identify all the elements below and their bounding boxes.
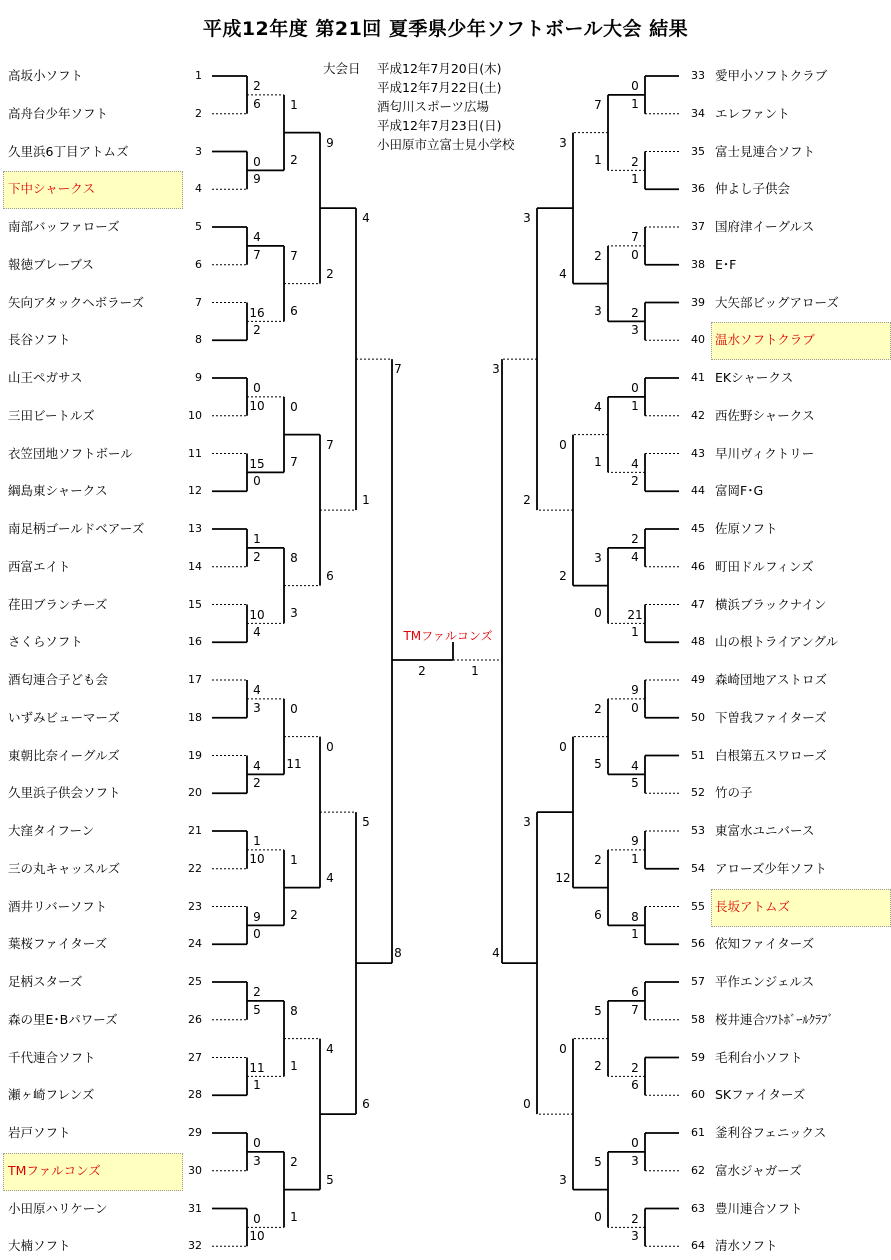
- team-number: 40: [691, 333, 705, 347]
- score: 9: [253, 909, 261, 924]
- score: 1: [594, 455, 602, 470]
- score: 3: [253, 700, 261, 715]
- score: 2: [253, 776, 261, 791]
- score: 0: [253, 927, 261, 942]
- score: 0: [594, 1210, 602, 1225]
- score: 7: [290, 248, 298, 263]
- team-number: 59: [691, 1050, 705, 1064]
- score: 1: [631, 398, 639, 413]
- score: 6: [290, 304, 298, 319]
- score: 2: [290, 1154, 298, 1169]
- score: 0: [594, 606, 602, 621]
- team-number: 38: [691, 257, 705, 271]
- team-name: 森の里E･Bパワーズ: [8, 1011, 118, 1027]
- score: 8: [290, 550, 298, 565]
- score: 0: [253, 474, 261, 489]
- score: 1: [253, 532, 261, 546]
- score: 7: [631, 230, 639, 244]
- team-name: 西富エイト: [8, 558, 71, 574]
- team-name: 大楠ソフト: [8, 1238, 71, 1254]
- score: 10: [249, 1229, 265, 1244]
- team-number: 42: [691, 408, 705, 422]
- team-number: 2: [195, 106, 202, 120]
- team-name: 国府津イーグルス: [715, 219, 815, 234]
- team-number: 54: [691, 861, 705, 875]
- team-number: 7: [195, 295, 202, 309]
- score: 2: [253, 549, 261, 564]
- score: 6: [631, 985, 639, 999]
- team-name: 荏田ブランチーズ: [8, 596, 108, 612]
- team-number: 52: [691, 786, 705, 800]
- team-number: 3: [195, 144, 202, 158]
- team-number: 16: [188, 635, 202, 649]
- team-name: 山の根トライアングル: [715, 634, 839, 650]
- score: 1: [631, 851, 639, 866]
- team-number: 39: [691, 295, 705, 309]
- score: 2: [290, 153, 298, 168]
- schedule-line: 酒匂川スポーツ広場: [377, 99, 490, 114]
- score: 5: [594, 1154, 602, 1169]
- score: 1: [290, 1059, 298, 1074]
- team-number: 63: [691, 1201, 705, 1215]
- score: 5: [594, 1003, 602, 1018]
- team-name: 東朝比奈イーグルズ: [8, 747, 120, 763]
- team-number: 33: [691, 69, 705, 82]
- score: 0: [253, 1136, 261, 1150]
- score: 8: [290, 1003, 298, 1018]
- score: 16: [249, 305, 265, 320]
- score: 0: [631, 79, 639, 93]
- score: 0: [559, 739, 567, 754]
- score: 9: [631, 834, 639, 848]
- team-name: さくらソフト: [8, 634, 83, 650]
- team-number: 17: [188, 673, 202, 686]
- score: 0: [631, 700, 639, 715]
- score: 3: [631, 323, 639, 338]
- score: 6: [362, 1097, 370, 1112]
- score: 0: [559, 1041, 567, 1056]
- team-number: 35: [691, 144, 705, 158]
- score: 12: [555, 870, 571, 885]
- team-name: 白根第五スワローズ: [715, 747, 827, 763]
- score: 0: [253, 381, 261, 395]
- team-name: 南足柄ゴールドベアーズ: [8, 521, 145, 536]
- team-name: 瀬ヶ崎フレンズ: [8, 1087, 95, 1103]
- team-name: 大窪タイフーン: [8, 823, 95, 838]
- score: 2: [631, 154, 639, 169]
- score: 4: [326, 1041, 334, 1056]
- score: 4: [559, 266, 567, 281]
- team-number: 43: [691, 446, 705, 460]
- score: 1: [253, 834, 261, 848]
- team-number: 45: [691, 522, 705, 535]
- score: 2: [594, 248, 602, 263]
- team-number: 5: [195, 220, 202, 233]
- score: 4: [492, 946, 500, 961]
- team-number: 34: [691, 106, 705, 120]
- score: 0: [631, 1136, 639, 1150]
- team-number: 36: [691, 182, 705, 196]
- team-name: 愛甲小ソフトクラブ: [715, 68, 828, 83]
- team-number: 9: [195, 371, 202, 384]
- team-number: 21: [188, 824, 202, 837]
- score: 7: [631, 1002, 639, 1017]
- team-number: 30: [188, 1163, 202, 1177]
- score: 2: [523, 493, 531, 508]
- team-number: 56: [691, 937, 705, 951]
- score: 1: [471, 664, 479, 678]
- champion-label: TMファルコンズ: [403, 629, 493, 643]
- team-name: 矢向アタックヘボラーズ: [8, 294, 145, 310]
- team-name: 高舟台少年ソフト: [8, 105, 109, 121]
- score: 0: [631, 381, 639, 395]
- team-name: 小田原ハリケーン: [8, 1200, 108, 1216]
- score: 6: [253, 96, 261, 111]
- score: 6: [326, 568, 334, 583]
- score: 11: [249, 1060, 265, 1075]
- team-name: 千代連合ソフト: [8, 1049, 96, 1065]
- team-number: 25: [188, 975, 202, 988]
- score: 6: [631, 1078, 639, 1093]
- score: 4: [253, 625, 261, 640]
- team-number: 24: [188, 937, 202, 951]
- score: 2: [594, 852, 602, 867]
- score: 1: [594, 153, 602, 168]
- team-number: 14: [188, 559, 202, 573]
- team-number: 57: [691, 975, 705, 988]
- score: 9: [631, 683, 639, 697]
- score: 4: [631, 758, 639, 773]
- score: 4: [253, 683, 261, 697]
- team-name: 三の丸キャッスルズ: [8, 860, 121, 876]
- score: 0: [290, 399, 298, 414]
- team-name: 綱島東シャークス: [8, 483, 108, 499]
- score: 3: [594, 550, 602, 565]
- team-number: 11: [188, 446, 202, 460]
- score: 2: [253, 79, 261, 93]
- score: 2: [253, 985, 261, 999]
- team-name: TMファルコンズ: [8, 1162, 101, 1178]
- team-number: 4: [195, 182, 202, 196]
- score: 2: [594, 701, 602, 716]
- score: 3: [631, 1153, 639, 1168]
- schedule-line: 平成12年7月20日(木): [377, 61, 502, 76]
- page-title: 平成12年度 第21回 夏季県少年ソフトボール大会 結果: [202, 18, 689, 40]
- team-name: 酒井リバーソフト: [8, 898, 108, 914]
- team-name: 森崎団地アストロズ: [715, 672, 828, 687]
- score: 0: [523, 1097, 531, 1112]
- score: 1: [631, 96, 639, 111]
- team-number: 31: [188, 1201, 202, 1215]
- team-number: 55: [691, 899, 705, 913]
- team-number: 49: [691, 673, 705, 686]
- score: 7: [290, 455, 298, 470]
- team-number: 28: [188, 1088, 202, 1102]
- team-number: 15: [188, 597, 202, 611]
- team-name: 富士見連合ソフト: [715, 143, 816, 159]
- team-number: 58: [691, 1012, 705, 1026]
- team-name: 岩戸ソフト: [8, 1125, 71, 1140]
- team-number: 51: [691, 748, 705, 762]
- score: 9: [253, 172, 261, 187]
- score: 2: [631, 1060, 639, 1075]
- team-name: 清水ソフト: [715, 1238, 778, 1254]
- team-name: 大矢部ビッグアローズ: [715, 294, 839, 310]
- score: 2: [631, 305, 639, 320]
- score: 3: [492, 362, 500, 377]
- team-name: 釜利谷フェニックス: [715, 1125, 827, 1140]
- score: 8: [631, 909, 639, 924]
- team-name: 酒匂連合子ども会: [8, 672, 109, 687]
- team-name: 東富水ユニバース: [715, 823, 815, 838]
- team-name: 横浜ブラックナイン: [715, 596, 827, 612]
- team-name: SKファイターズ: [715, 1087, 806, 1103]
- score: 3: [253, 1153, 261, 1168]
- team-name: 毛利台小ソフト: [715, 1049, 803, 1065]
- team-name: 南部バッファローズ: [8, 219, 120, 234]
- score: 1: [253, 1078, 261, 1093]
- team-name: 仲よし子供会: [715, 181, 791, 197]
- score: 2: [326, 266, 334, 281]
- team-number: 29: [188, 1126, 202, 1139]
- score: 3: [594, 304, 602, 319]
- team-name: 下曽我ファイターズ: [715, 709, 827, 725]
- score: 4: [631, 549, 639, 564]
- team-name: E･F: [715, 256, 737, 272]
- score: 5: [631, 776, 639, 791]
- team-name: 西佐野シャークス: [715, 407, 815, 423]
- score: 3: [523, 211, 531, 226]
- score: 7: [394, 362, 402, 377]
- team-number: 53: [691, 824, 705, 837]
- team-number: 44: [691, 484, 705, 498]
- score: 5: [362, 815, 370, 830]
- score: 1: [290, 97, 298, 112]
- team-name: 豊川連合ソフト: [715, 1200, 803, 1216]
- score: 4: [326, 870, 334, 885]
- score: 0: [559, 437, 567, 452]
- team-number: 48: [691, 635, 705, 649]
- schedule-line: 平成12年7月23日(日): [377, 118, 502, 133]
- team-name: 下中シャークス: [8, 181, 96, 197]
- team-name: 長坂アトムズ: [715, 898, 791, 914]
- score: 5: [594, 757, 602, 772]
- team-number: 20: [188, 786, 202, 800]
- team-number: 61: [691, 1126, 705, 1139]
- team-number: 62: [691, 1163, 705, 1177]
- schedule-line: 小田原市立富士見小学校: [377, 137, 515, 152]
- score: 0: [253, 154, 261, 169]
- score: 0: [290, 701, 298, 716]
- team-name: 三田ビートルズ: [8, 407, 95, 423]
- score: 5: [253, 1002, 261, 1017]
- team-name: 山王ペガサス: [8, 370, 83, 385]
- team-number: 47: [691, 597, 705, 611]
- schedule-label: 大会日: [323, 61, 361, 76]
- score: 5: [326, 1172, 334, 1187]
- score: 7: [594, 97, 602, 112]
- team-name: 足柄スターズ: [8, 974, 83, 989]
- team-number: 19: [188, 748, 202, 762]
- score: 10: [249, 398, 265, 413]
- score: 1: [290, 1210, 298, 1225]
- score: 1: [631, 927, 639, 942]
- team-number: 64: [691, 1239, 705, 1253]
- score: 2: [290, 908, 298, 923]
- team-number: 22: [188, 861, 202, 875]
- team-name: 葉桜ファイターズ: [8, 936, 108, 952]
- score: 2: [631, 1211, 639, 1226]
- score: 10: [249, 607, 265, 622]
- score: 2: [559, 568, 567, 583]
- team-number: 23: [188, 899, 202, 913]
- score: 3: [523, 815, 531, 830]
- score: 4: [253, 758, 261, 773]
- team-name: 依知ファイターズ: [715, 936, 815, 952]
- team-name: 佐原ソフト: [715, 521, 778, 536]
- team-number: 13: [188, 522, 202, 535]
- team-number: 37: [691, 220, 705, 233]
- score: 2: [631, 532, 639, 546]
- team-name: 町田ドルフィンズ: [715, 558, 814, 574]
- team-name: 竹の子: [715, 785, 753, 801]
- team-number: 8: [195, 333, 202, 347]
- team-number: 32: [188, 1239, 202, 1253]
- team-name: エレファント: [715, 105, 790, 121]
- score: 11: [286, 757, 302, 772]
- score: 9: [326, 135, 334, 150]
- team-number: 27: [188, 1050, 202, 1064]
- score: 1: [631, 625, 639, 640]
- team-number: 6: [195, 257, 202, 271]
- score: 1: [362, 493, 370, 508]
- score: 3: [290, 606, 298, 621]
- team-number: 1: [195, 69, 202, 82]
- score: 7: [326, 437, 334, 452]
- score: 3: [631, 1229, 639, 1244]
- score: 0: [326, 739, 334, 754]
- team-name: 早川ヴィクトリー: [715, 445, 815, 461]
- team-name: 平作エンジェルス: [715, 974, 815, 989]
- score: 4: [631, 456, 639, 471]
- team-name: 富水ジャガーズ: [715, 1162, 802, 1178]
- score: 10: [249, 851, 265, 866]
- team-number: 12: [188, 484, 202, 498]
- team-name: 桜井連合ｿﾌﾄﾎﾞｰﾙｸﾗﾌﾞ: [715, 1011, 834, 1027]
- team-name: EKシャークス: [715, 370, 794, 385]
- team-name: 衣笠団地ソフトボール: [8, 445, 133, 461]
- team-name: 久里浜子供会ソフト: [8, 785, 121, 801]
- team-name: 富岡F･G: [715, 483, 764, 499]
- score: 1: [631, 172, 639, 187]
- team-number: 18: [188, 710, 202, 724]
- score: 3: [559, 135, 567, 150]
- team-number: 46: [691, 559, 705, 573]
- score: 4: [362, 211, 370, 226]
- team-number: 26: [188, 1012, 202, 1026]
- team-name: 報徳ブレーブス: [8, 256, 94, 272]
- score: 0: [631, 247, 639, 262]
- team-name: 温水ソフトクラブ: [715, 332, 815, 348]
- score: 4: [594, 399, 602, 414]
- team-name: 久里浜6丁目アトムズ: [8, 143, 129, 159]
- team-number: 41: [691, 371, 705, 384]
- score: 2: [253, 323, 261, 338]
- team-name: 長谷ソフト: [8, 332, 71, 348]
- team-number: 60: [691, 1088, 705, 1102]
- schedule-line: 平成12年7月22日(土): [377, 80, 502, 95]
- score: 8: [394, 946, 402, 961]
- team-name: いずみビューマーズ: [8, 709, 120, 725]
- score: 1: [290, 852, 298, 867]
- score: 3: [559, 1172, 567, 1187]
- team-name: 高坂小ソフト: [8, 68, 84, 83]
- score: 15: [249, 456, 265, 471]
- score: 2: [418, 664, 426, 678]
- score: 4: [253, 230, 261, 244]
- score: 7: [253, 247, 261, 262]
- team-number: 10: [188, 408, 202, 422]
- score: 2: [631, 474, 639, 489]
- score: 0: [253, 1211, 261, 1226]
- team-name: アローズ少年ソフト: [715, 860, 827, 876]
- team-number: 50: [691, 710, 705, 724]
- score: 2: [594, 1059, 602, 1074]
- score: 6: [594, 908, 602, 923]
- score: 21: [627, 607, 643, 622]
